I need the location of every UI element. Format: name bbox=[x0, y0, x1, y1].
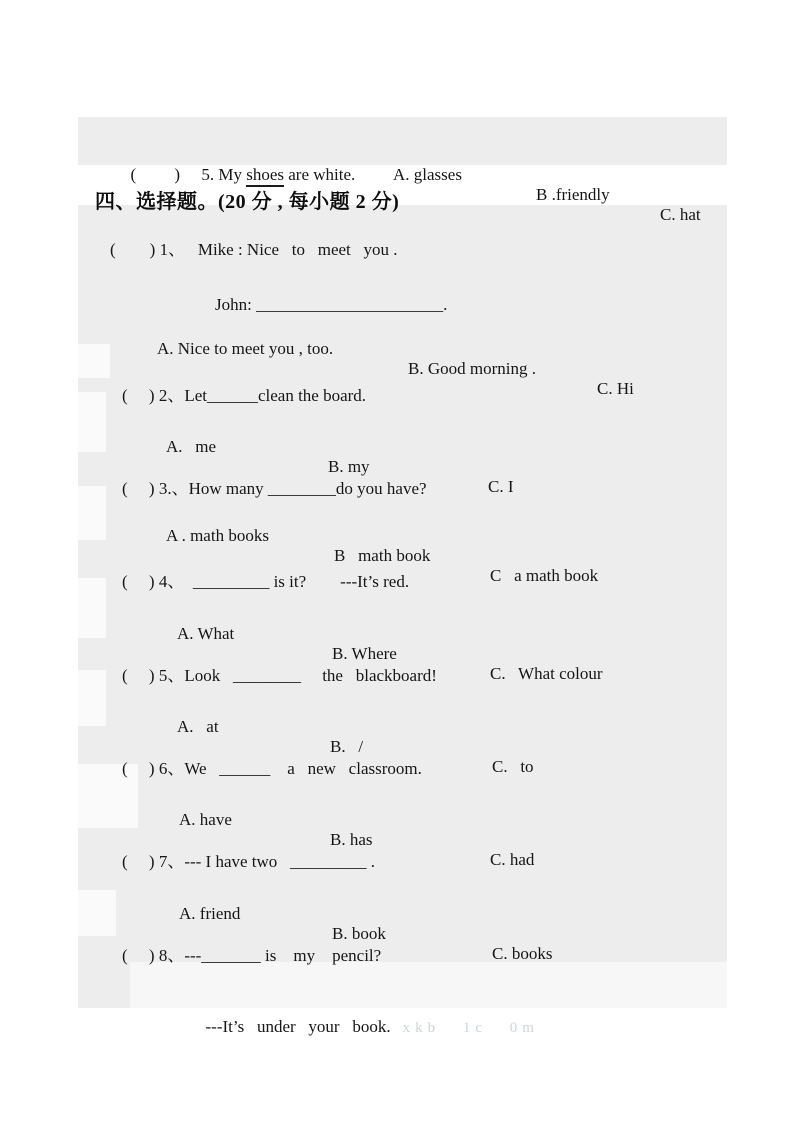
q7-option-a: A. friend bbox=[179, 904, 241, 923]
q6-option-c: C. had bbox=[490, 850, 535, 869]
question-5-stem: ( ) 5、Look ________ the blackboard! bbox=[122, 666, 437, 685]
q5-option-c: C. to bbox=[492, 757, 534, 776]
question-8-answer-line bbox=[0, 977, 793, 1037]
question-4-stem: ( ) 4、 _________ is it? ---It’s red. bbox=[122, 572, 410, 591]
section-header: 四、选择题。(20 分 , 每小题 2 分) bbox=[95, 191, 400, 213]
q1-option-c: C. Hi bbox=[597, 379, 634, 398]
q4-option-c: C. What colour bbox=[490, 664, 603, 683]
q6-option-a: A. have bbox=[179, 810, 232, 829]
q3-option-a: A . math books bbox=[166, 526, 269, 545]
question-3-stem: ( ) 3.、How many ________do you have? bbox=[122, 479, 427, 498]
q3-option-c: C a math book bbox=[490, 566, 599, 585]
q7-option-c: C. books bbox=[492, 944, 553, 963]
q1-option-a: A. Nice to meet you , too. bbox=[157, 339, 334, 358]
q2-option-c: C. I bbox=[488, 477, 514, 496]
q2-option-a: A. me bbox=[166, 437, 217, 456]
item5-option-a: A. glasses bbox=[393, 165, 462, 184]
q5-option-a: A. at bbox=[177, 717, 219, 736]
question-2-stem: ( ) 2、Let______clean the board. bbox=[122, 386, 367, 405]
question-6-stem: ( ) 6、We ______ a new classroom. bbox=[122, 759, 422, 778]
question-1-blank-line: John: ______________________. bbox=[215, 295, 448, 314]
q1-option-b: B. Good morning . bbox=[408, 359, 536, 378]
question-8-stem: ( ) 8、---_______ is my pencil? bbox=[122, 946, 382, 965]
item5-stem-prefix: ( ) 5. My bbox=[130, 165, 247, 184]
q4-option-b: B. Where bbox=[332, 644, 397, 663]
q3-option-b: B math book bbox=[334, 546, 431, 565]
q8-answer-text: ---It’s under your book. bbox=[205, 1017, 391, 1036]
q4-option-a: A. What bbox=[177, 624, 235, 643]
item5-option-c: C. hat bbox=[660, 205, 701, 224]
item5-underlined-word: shoes bbox=[246, 165, 284, 187]
item5-option-b: B .friendly bbox=[536, 185, 610, 204]
q7-option-b: B. book bbox=[332, 924, 386, 943]
q2-option-b: B. my bbox=[328, 457, 370, 476]
q5-option-b: B. / bbox=[330, 737, 364, 756]
watermark-text: xkb 1c 0m bbox=[402, 1020, 539, 1036]
question-7-stem: ( ) 7、--- I have two _________ . bbox=[122, 852, 376, 871]
q6-option-b: B. has bbox=[330, 830, 373, 849]
item5-stem-suffix: are white. bbox=[283, 165, 356, 184]
question-1-stem: ( ) 1、 Mike : Nice to meet you . bbox=[110, 240, 398, 259]
